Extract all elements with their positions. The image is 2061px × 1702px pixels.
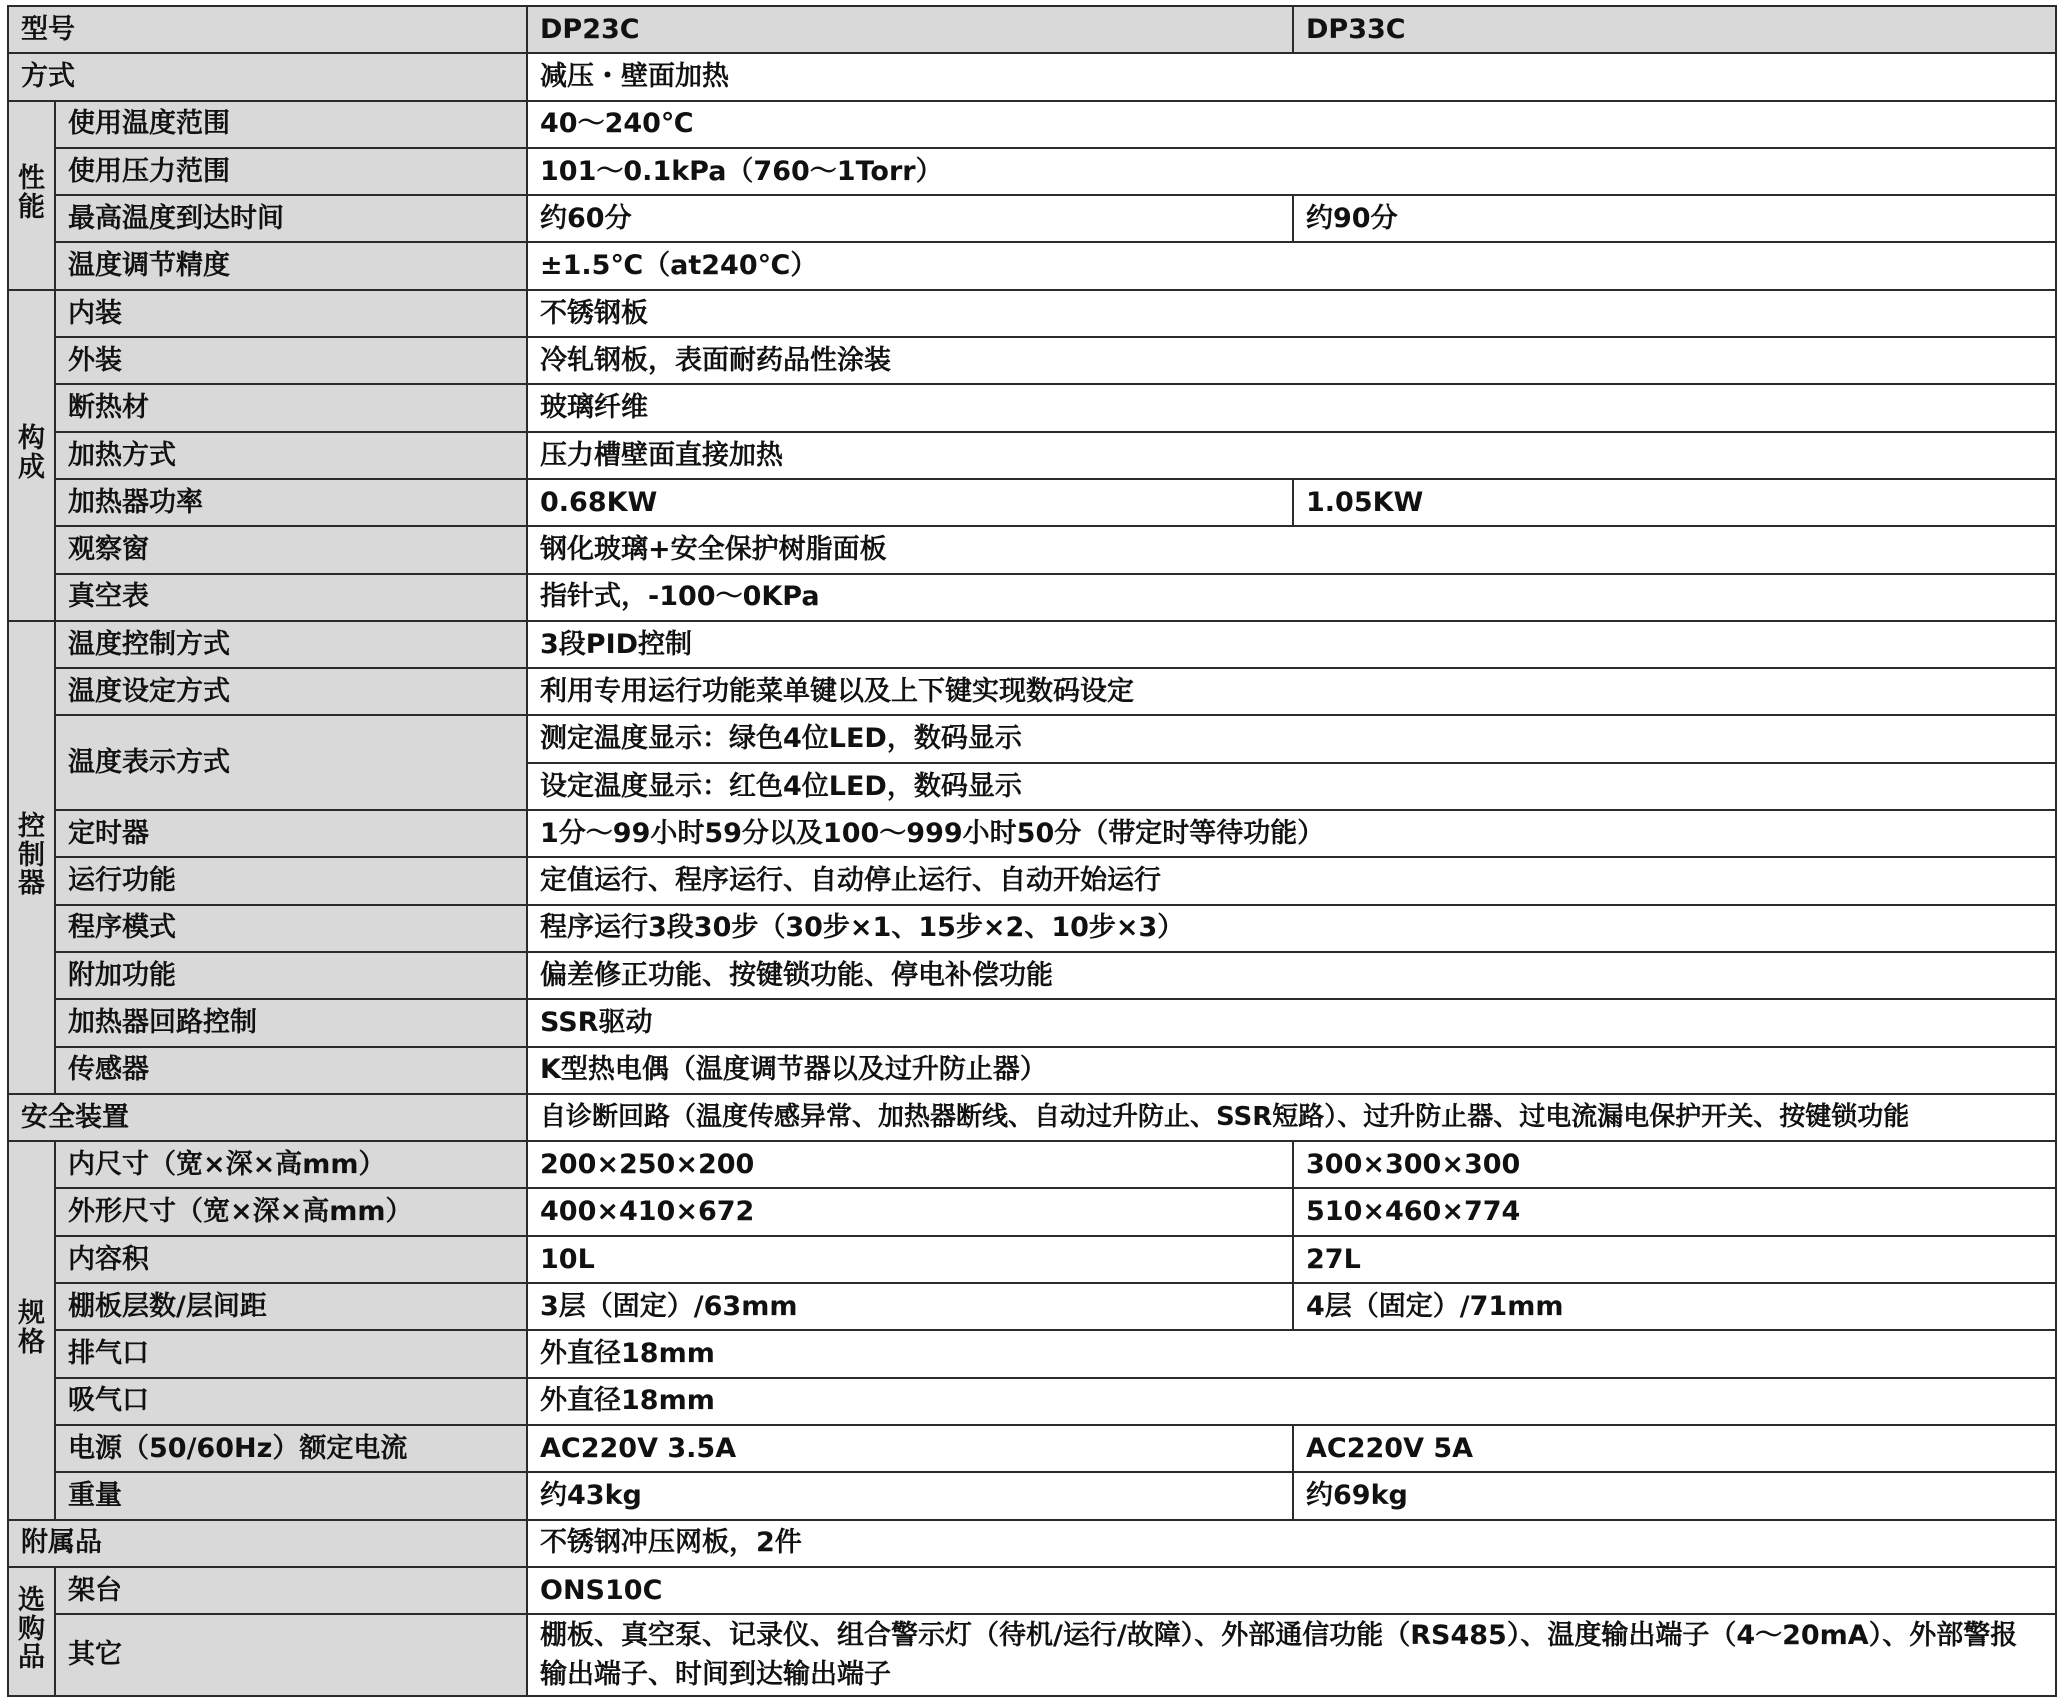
outer-size-label: 外形尺寸（宽×深×高mm） [55, 1188, 527, 1235]
heater-circuit-label: 加热器回路控制 [55, 999, 527, 1046]
table-row-heating-method [8, 432, 2056, 479]
table-row-model [8, 6, 2056, 53]
vacuum-gauge-label: 真空表 [55, 574, 527, 621]
table-row-control-method [8, 621, 2056, 668]
setting-method-label: 温度设定方式 [55, 668, 527, 715]
table-row-others [8, 1614, 2056, 1696]
inner-size-dp33c: 300×300×300 [1293, 1141, 2056, 1188]
insulation-value: 玻璃纤维 [527, 384, 2056, 431]
table-row-extra-function [8, 952, 2056, 999]
table-row-weight [8, 1472, 2056, 1519]
exterior-label: 外装 [55, 337, 527, 384]
heater-circuit-value: SSR驱动 [527, 999, 2056, 1046]
weight-dp23c: 约43kg [527, 1472, 1293, 1519]
shelves-dp33c: 4层（固定）/71mm [1293, 1283, 2056, 1330]
temp-range-value: 40～240℃ [527, 101, 2056, 148]
group-performance-text: 性能 [18, 163, 45, 223]
table-row-pressure-range [8, 148, 2056, 195]
spec-table [7, 5, 2057, 1697]
power-dp33c: AC220V 5A [1293, 1425, 2056, 1472]
inner-size-dp23c: 200×250×200 [527, 1141, 1293, 1188]
sensor-value: K型热电偶（温度调节器以及过升防止器） [527, 1047, 2056, 1094]
setting-method-value: 利用专用运行功能菜单键以及上下键实现数码设定 [527, 668, 2056, 715]
model-dp23c: DP23C [527, 6, 1293, 53]
table-row-inner-size [8, 1141, 2056, 1188]
table-row-accessories [8, 1520, 2056, 1567]
intake-value: 外直径18mm [527, 1378, 2056, 1425]
window-label: 观察窗 [55, 526, 527, 573]
insulation-label: 断热材 [55, 384, 527, 431]
group-controller-text: 控制器 [18, 811, 45, 899]
table-row-program-mode [8, 905, 2056, 952]
heater-power-dp33c: 1.05KW [1293, 479, 2056, 526]
stand-label: 架台 [55, 1567, 527, 1614]
table-row-timer [8, 810, 2056, 857]
stand-value: ONS10C [527, 1567, 2056, 1614]
method-label: 方式 [8, 53, 527, 100]
volume-label: 内容积 [55, 1236, 527, 1283]
heating-method-value: 压力槽壁面直接加热 [527, 432, 2056, 479]
outer-size-dp23c: 400×410×672 [527, 1188, 1293, 1235]
exhaust-label: 排气口 [55, 1330, 527, 1377]
table-row-volume [8, 1236, 2056, 1283]
others-label: 其它 [55, 1614, 527, 1696]
shelves-dp23c: 3层（固定）/63mm [527, 1283, 1293, 1330]
extra-function-label: 附加功能 [55, 952, 527, 999]
pressure-range-value: 101～0.1kPa（760～1Torr） [527, 148, 2056, 195]
weight-dp33c: 约69kg [1293, 1472, 2056, 1519]
model-dp33c: DP33C [1293, 6, 2056, 53]
run-function-label: 运行功能 [55, 857, 527, 904]
max-temp-time-label: 最高温度到达时间 [55, 195, 527, 242]
shelves-label: 棚板层数/层间距 [55, 1283, 527, 1330]
run-function-value: 定值运行、程序运行、自动停止运行、自动开始运行 [527, 857, 2056, 904]
program-mode-label: 程序模式 [55, 905, 527, 952]
table-row-display-method [8, 715, 2056, 762]
table-row-temp-range [8, 101, 2056, 148]
control-method-value: 3段PID控制 [527, 621, 2056, 668]
table-row-temp-precision [8, 242, 2056, 289]
safety-label: 安全装置 [8, 1094, 527, 1141]
timer-value: 1分～99小时59分以及100～999小时50分（带定时等待功能） [527, 810, 2056, 857]
display-method-label: 温度表示方式 [55, 715, 527, 810]
model-header-label: 型号 [8, 6, 527, 53]
table-row-stand [8, 1567, 2056, 1614]
group-options-text: 选购品 [18, 1585, 45, 1673]
heating-method-label: 加热方式 [55, 432, 527, 479]
group-label-controller [8, 621, 55, 1094]
table-row-window [8, 526, 2056, 573]
heater-power-label: 加热器功率 [55, 479, 527, 526]
volume-dp33c: 27L [1293, 1236, 2056, 1283]
display-method-measured: 测定温度显示：绿色4位LED，数码显示 [527, 715, 2056, 762]
table-row-method [8, 53, 2056, 100]
accessories-value: 不锈钢冲压网板，2件 [527, 1520, 2056, 1567]
group-construction-text: 构成 [18, 423, 45, 483]
group-label-options [8, 1567, 55, 1696]
pressure-range-label: 使用压力范围 [55, 148, 527, 195]
table-row-run-function [8, 857, 2056, 904]
table-row-setting-method [8, 668, 2056, 715]
temp-range-label: 使用温度范围 [55, 101, 527, 148]
inner-size-label: 内尺寸（宽×深×高mm） [55, 1141, 527, 1188]
table-row-vacuum-gauge [8, 574, 2056, 621]
group-label-construction [8, 290, 55, 621]
interior-value: 不锈钢板 [527, 290, 2056, 337]
vacuum-gauge-value: 指针式，-100～0KPa [527, 574, 2056, 621]
accessories-label: 附属品 [8, 1520, 527, 1567]
table-row-heater-circuit [8, 999, 2056, 1046]
table-row-shelves [8, 1283, 2056, 1330]
max-temp-time-dp33c: 约90分 [1293, 195, 2056, 242]
outer-size-dp33c: 510×460×774 [1293, 1188, 2056, 1235]
timer-label: 定时器 [55, 810, 527, 857]
method-value: 减压・壁面加热 [527, 53, 2056, 100]
table-row-heater-power [8, 479, 2056, 526]
table-row-safety [8, 1094, 2056, 1141]
program-mode-value: 程序运行3段30步（30步×1、15步×2、10步×3） [527, 905, 2056, 952]
table-row-intake [8, 1378, 2056, 1425]
exhaust-value: 外直径18mm [527, 1330, 2056, 1377]
control-method-label: 温度控制方式 [55, 621, 527, 668]
power-label: 电源（50/60Hz）额定电流 [55, 1425, 527, 1472]
group-label-specs [8, 1141, 55, 1519]
table-row-insulation [8, 384, 2056, 431]
intake-label: 吸气口 [55, 1378, 527, 1425]
weight-label: 重量 [55, 1472, 527, 1519]
exterior-value: 冷轧钢板，表面耐药品性涂装 [527, 337, 2056, 384]
group-label-performance [8, 101, 55, 290]
group-specs-text: 规格 [18, 1298, 45, 1358]
others-value: 棚板、真空泵、记录仪、组合警示灯（待机/运行/故障）、外部通信功能（RS485）、温度输出端子（4～20mA）、外部警报输出端子、时间到达输出端子 [527, 1614, 2056, 1696]
table-row-interior [8, 290, 2056, 337]
table-row-exhaust [8, 1330, 2056, 1377]
table-row-exterior [8, 337, 2056, 384]
extra-function-value: 偏差修正功能、按键锁功能、停电补偿功能 [527, 952, 2056, 999]
table-row-power [8, 1425, 2056, 1472]
display-method-set: 设定温度显示：红色4位LED，数码显示 [527, 763, 2056, 810]
table-row-max-temp-time [8, 195, 2056, 242]
heater-power-dp23c: 0.68KW [527, 479, 1293, 526]
temp-precision-value: ±1.5℃（at240℃） [527, 242, 2056, 289]
volume-dp23c: 10L [527, 1236, 1293, 1283]
sensor-label: 传感器 [55, 1047, 527, 1094]
table-row-outer-size [8, 1188, 2056, 1235]
interior-label: 内装 [55, 290, 527, 337]
window-value: 钢化玻璃+安全保护树脂面板 [527, 526, 2056, 573]
max-temp-time-dp23c: 约60分 [527, 195, 1293, 242]
temp-precision-label: 温度调节精度 [55, 242, 527, 289]
power-dp23c: AC220V 3.5A [527, 1425, 1293, 1472]
table-row-sensor [8, 1047, 2056, 1094]
safety-value: 自诊断回路（温度传感异常、加热器断线、自动过升防止、SSR短路）、过升防止器、过电流漏电保护开关、按键锁功能 [527, 1094, 2056, 1141]
